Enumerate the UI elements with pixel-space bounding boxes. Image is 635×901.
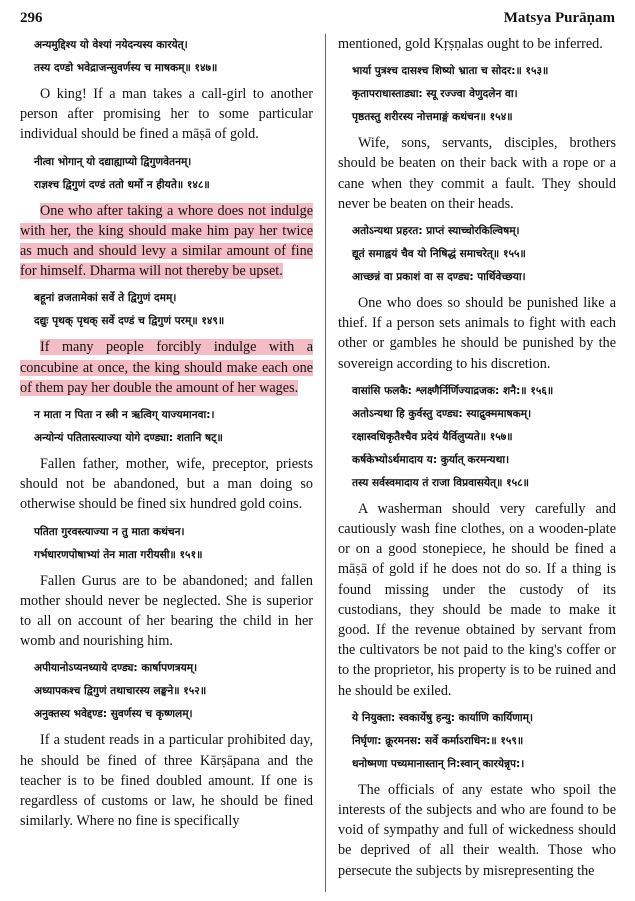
translation-paragraph: mentioned, gold Kṛṣṇalas ought to be inferred. [338,36,603,52]
column-divider [325,34,326,892]
sanskrit-verse: पतिता गुरवस्त्याज्या न तु माता कथंचन। [34,525,185,538]
translation-paragraph-highlighted [20,201,313,282]
translation-paragraph: If a student reads in a particular prohibited day, he should be fined of three Kārṣāpana and the teacher is to be fined doubled amount. If one is regardless of customs or law, he should be fined similarly. Where no fine is specifically [20,732,313,830]
running-title: Matsya Purāṇam [503,10,615,26]
translation-paragraph: Fallen Gurus are to be abandoned; and fallen mother should never be neglected. She is superior to all on account of her bearing the child in her womb and nourishing him. [20,572,313,650]
sanskrit-verse: रक्षास्वधिकृतैश्चैव प्रदेयं यैर्विलुप्यते॥ १५७॥ [352,430,513,443]
sanskrit-verse: दद्युः पृथक् पृथक् सर्वे दण्डं च द्विगुणं परम्॥ १४९॥ [34,315,225,328]
translation-paragraph: One who does so should be punished like a thief. If a person sets animals to fight with each other or gambles he should be punished by the sovereign according to his discretion. [338,295,616,372]
sanskrit-verse: अनुक्तस्य भवेद्दण्ड: सुवर्णस्य च कृष्णलम्। [34,708,193,721]
sanskrit-verse: कृतापराधास्ताड्या: स्यू रज्ज्वा वेणुदलेन वा। [352,88,518,101]
sanskrit-verse: बहूनां व्रजतामेकां सर्वे ते द्विगुणं दमम्। [34,292,177,305]
sanskrit-verse: धनोष्मणा पच्यमानास्तान् नि:स्वान् कारयेन्नृप:। [352,757,525,770]
highlight: If many people forcibly indulge with a concubine at once, the king should make each one of them pay her double the amount of her wages. [20,339,313,396]
translation-paragraph-highlighted [20,337,313,398]
sanskrit-verse: न माता न पिता न स्त्री न ऋत्विग् याज्यमानवा:। [34,409,215,422]
translation-paragraph: A washerman should very carefully and cautiously wash fine clothes, on a wooden-plate or on a good stonepiece, he should be fined a māṣā of gold if he does not do so. If a thing is found missing under the custody of its custodians, they should be made to make it good. If the revenue obtained by servant from the cultivators be not paid to the king's coffer or to the proprietor, his property is to be ruined and he should be exiled. [338,500,616,699]
highlight: One who after taking a whore does not indulge with her, the king should make him pay her twice as much and should levy a similar amount of fine for himself. Dharma will not thereby be upset. [20,202,313,280]
sanskrit-verse: निर्घृणा: क्रूरमनस: सर्वे कर्माऽराधिन:॥ १५९॥ [352,734,524,747]
sanskrit-verse: पृष्ठतस्तु शरीरस्य नोत्तमाङ्गं कथंचन॥ १५४॥ [352,111,513,124]
page-header [20,10,615,32]
left-column [20,34,313,837]
sanskrit-verse: अध्यापकश्च द्विगुणं तथाचारस्य लङ्घने॥ १५२॥ [34,685,207,698]
sanskrit-verse: कर्षकेभ्योऽर्थमादाय य: कुर्यात् करमन्यथा। [352,453,510,466]
translation-paragraph: The officials of any estate who spoil the interests of the subjects and who are found to be void of sympathy and full of wickedness should be deprived of all their wealth. Those who persecute the subjects by misrepresenting the [338,781,616,879]
sanskrit-verse: नीत्वा भोगान् यो दद्याह्याप्यो द्विगुणवेतनम्। [34,155,192,168]
translation-paragraph: Wife, sons, servants, disciples, brothers should be beaten on their back with a rope or a cane when they commit a fault. They should never be beaten on their heads. [338,135,616,212]
sanskrit-verse: अतोऽन्यथा प्रहरत: प्राप्तं स्याच्चोरकिल्विषम्। [352,225,520,238]
right-column [338,34,616,887]
sanskrit-verse: आच्छन्नं वा प्रकाशं वा स दण्ड्य: पार्थिवेच्छया। [352,271,526,284]
sanskrit-verse: भार्या पुत्रश्च दासश्च शिष्यो भ्राता च सोदर:॥ १५३॥ [352,65,549,78]
sanskrit-verse: अन्योन्यं पतितास्त्याज्या योगे दण्ड्या: शतानि षट्॥ [34,432,223,445]
sanskrit-verse: तस्य सर्वस्वमादाय तं राजा विप्रवासयेत्॥ १५८॥ [352,476,529,489]
sanskrit-verse: द्यूतं समाह्वयं चैव यो निषिद्धं समाचरेत्॥ १५५॥ [352,248,526,261]
sanskrit-verse: अन्यमुद्दिश्य यो वेश्यां नयेदन्यस्य कारयेत्। [34,39,188,51]
sanskrit-verse: राज्ञश्च द्विगुणं दण्डं ततो धर्मो न हीयते॥ १४८॥ [34,178,210,191]
sanskrit-verse: अपीयानोऽप्यनध्याये दण्ड्य: कार्षापणत्रयम्। [34,662,198,675]
sanskrit-verse: वासांसि फलकै: श्लक्ष्णैर्निर्णिज्याद्रजक: शनै:॥ १५६॥ [352,384,554,397]
sanskrit-verse: ये नियुक्ता: स्वकार्येषु हन्यु: कार्याणि कार्यिणाम्। [352,711,534,724]
sanskrit-verse: तस्य दण्डो भवेद्राजन्सुवर्णस्य च माषकम्॥ १४७॥ [34,62,218,74]
sanskrit-verse: अतोऽन्यथा हि कुर्वस्तु दण्ड्य: स्याद्रुक्ममाषकम्। [352,407,532,420]
sanskrit-verse: गर्भधारणपोषाभ्यां तेन माता गरीयसी॥ १५१॥ [34,548,203,561]
translation-paragraph: Fallen father, mother, wife, preceptor, priests should not be abandoned, but a man doing so otherwise should be fined six hundred gold coins. [20,456,313,513]
translation-paragraph: O king! If a man takes a call-girl to another person after promising her to some particular individual should be fined a māṣā of gold. [20,86,313,143]
page-number: 296 [20,10,43,26]
